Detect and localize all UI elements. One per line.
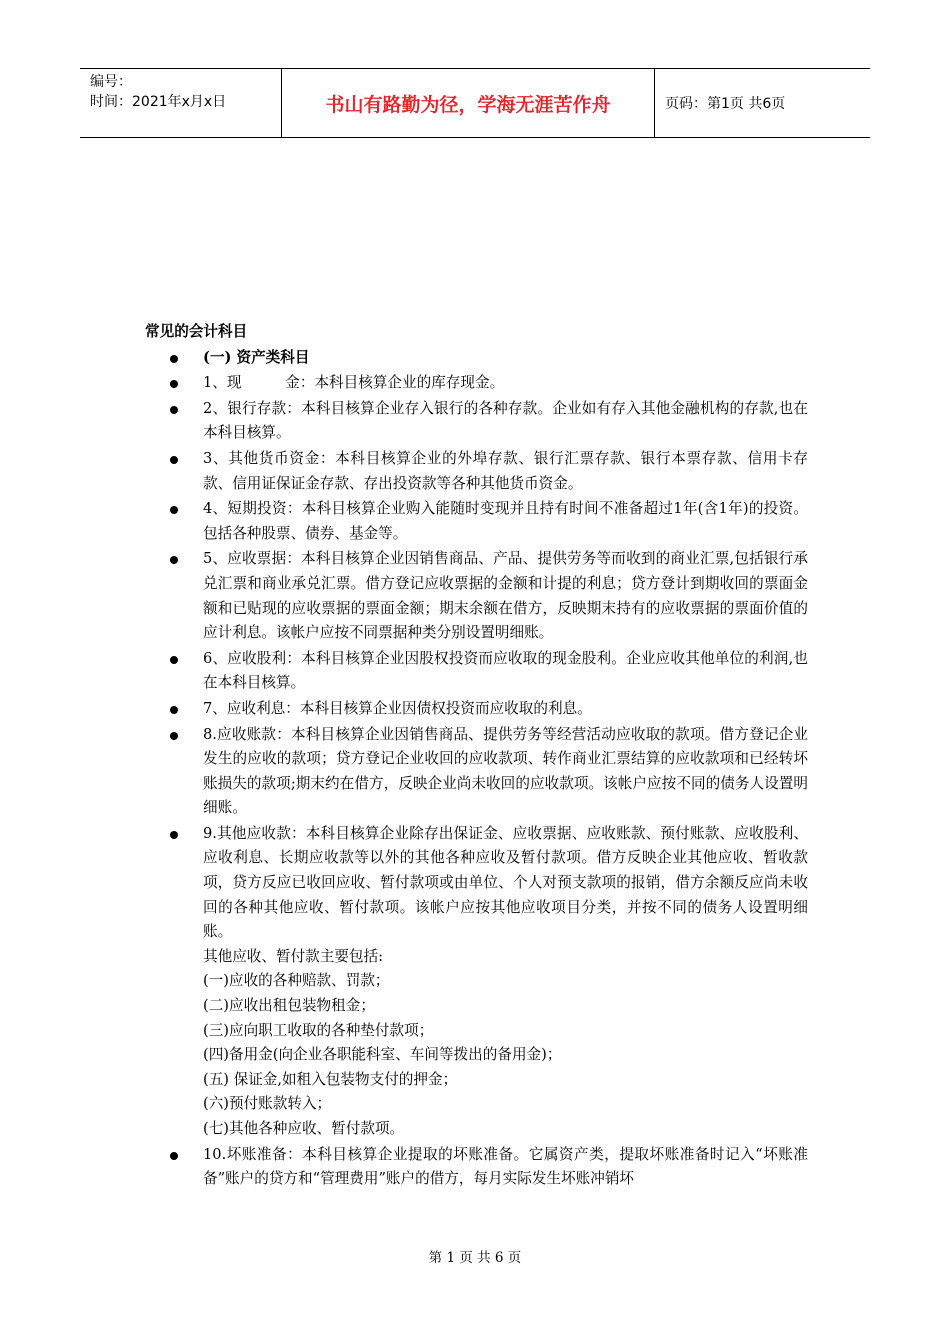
page-footer [0,1246,950,1266]
bullet-icon [170,380,178,388]
item-text: 6、应收股利：本科目核算企业因股权投资而应收取的现金股利。企业应收其他单位的利润,也在本科目核算。 [203,649,808,692]
sub-line: (一)应收的各种赔款、罚款； [203,972,390,990]
list-item [148,697,808,722]
footer-page-number: 第 1 页 共 6 页 [428,1250,522,1266]
item-text: 8.应收账款：本科目核算企业因销售商品、提供劳务等经营活动应收取的款项。借方登记企业发生的应收的款项；贷方登记企业收回的应收款项、转作商业汇票结算的应收款项和已经转坏账损失的款项;期末约在借方，反映企业尚未收回的应收款项。该帐户应按不同的债务人设置明细账。 [203,725,808,817]
list-item [148,397,808,446]
sub-line: (二)应收出租包装物租金； [203,997,375,1015]
sub-line: (五) 保证金,如租入包装物支付的押金； [203,1070,458,1088]
header-meta [80,69,282,137]
list-item [148,371,808,396]
bullet-icon [170,355,178,363]
list-item [148,1143,808,1192]
document-header [80,68,870,138]
header-motto-cell [282,69,655,137]
item-text: 10.坏账准备：本科目核算企业提取的坏账准备。它属资产类，提取坏账准备时记入“坏账准备”账户的贷方和“管理费用”账户的借方，每月实际发生坏账冲销坏 [203,1145,808,1188]
bullet-icon [170,556,178,564]
bullet-icon [170,1152,178,1160]
bullet-icon [170,456,178,464]
item-text: 3、其他货币资金：本科目核算企业的外埠存款、银行汇票存款、银行本票存款、信用卡存款、信用证保证金存款、存出投资款等各种其他货币资金。 [203,449,808,492]
document-title: 常见的会计科目 [145,323,248,340]
list-item [148,547,808,645]
section-heading: (一) 资产类科目 [203,348,310,366]
bullet-icon [170,706,178,714]
document-body [145,320,808,1193]
list-item [148,497,808,546]
item-text: 9.其他应收款：本科目核算企业除存出保证金、应收票据、应收账款、预付账款、应收股利、应收利息、长期应收款等以外的其他各种应收及暂付款项。借方反映企业其他应收、暂收款项，贷方反应已收回应收、暂付款项或由单位、个人对预支款项的报销，借方余额反应尚未收回的各种其他应收、暂付款项。该帐户应按其他应收项目分类，并按不同的债务人设置明细账。 [203,824,808,941]
header-page-cell [655,69,870,137]
bullet-icon [170,732,178,740]
list-item [148,346,808,371]
item-text: 4、短期投资：本科目核算企业购入能随时变现并且持有时间不准备超过1年(含1年)的投资。包括各种股票、债券、基金等。 [203,500,808,542]
sub-line: (三)应向职工收取的各种垫付款项； [203,1021,434,1039]
number-label: 编号： [90,74,132,90]
list-item [148,723,808,821]
sub-line: 其他应收、暂付款主要包括: [203,947,384,965]
item-text: 5、应收票据：本科目核算企业因销售商品、产品、提供劳务等而收到的商业汇票,包括银行承兑汇票和商业承兑汇票。借方登记应收票据的金额和计提的利息；贷方登计到期收回的票面金额和已贴现的应收票据的票面金额；期末余额在借方，反映期末持有的应收票据的票面价值的应计利息。该帐户应按不同票据种类分别设置明细账。 [203,550,808,642]
item-text: 2、银行存款：本科目核算企业存入银行的各种存款。企业如有存入其他金融机构的存款,也在本科目核算。 [203,399,808,442]
time-label: 时间：2021年x月x日 [90,94,227,110]
item-text: 7、应收利息：本科目核算企业因债权投资而应收取的利息。 [203,699,592,717]
sub-line: (四)备用金(向企业各职能科室、车间等拨出的备用金)； [203,1046,562,1064]
page-label: 页码：第1页 共6页 [665,96,786,112]
list-item [148,447,808,496]
list-item [148,822,808,1142]
bullet-icon [170,831,178,839]
account-list [148,346,808,1192]
motto-text: 书山有路勤为径，学海无涯苦作舟 [325,93,611,116]
bullet-icon [170,656,178,664]
sub-line: (七)其他各种应收、暂付款项。 [203,1120,405,1137]
sub-line: (六)预付账款转入； [203,1095,332,1113]
bullet-icon [170,406,178,414]
list-item [148,647,808,696]
item-text: 1、现 金：本科目核算企业的库存现金。 [203,374,505,392]
bullet-icon [170,506,178,514]
